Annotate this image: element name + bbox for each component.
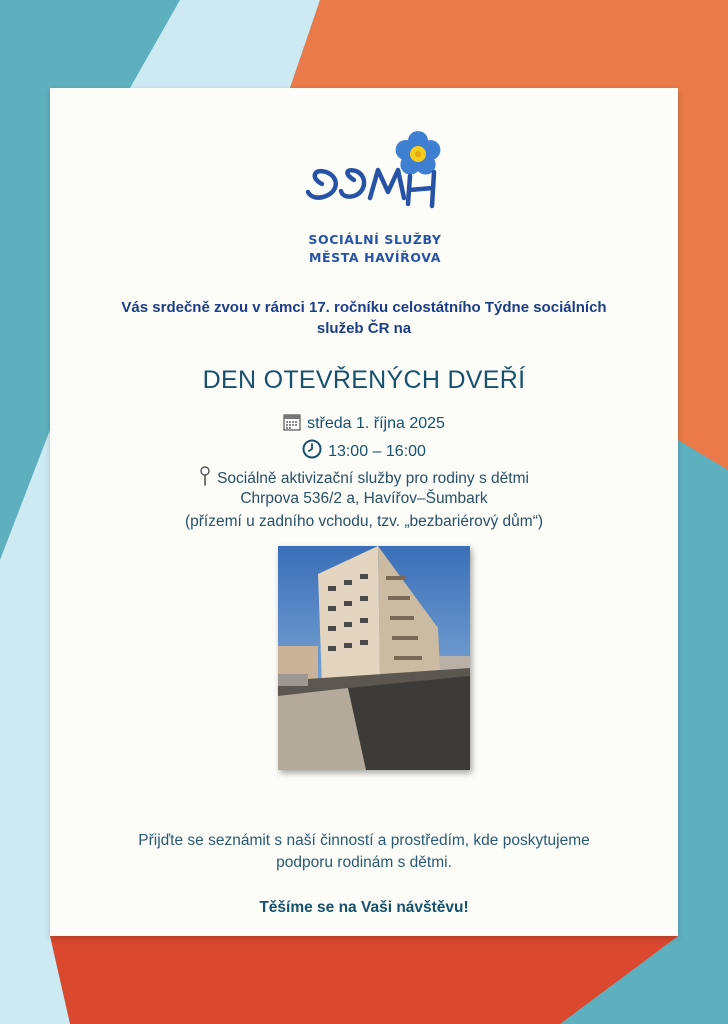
logo-text-line2: MĚSTA HAVÍŘOVA bbox=[309, 250, 441, 265]
logo-text-line1: SOCIÁLNÍ SLUŽBY bbox=[308, 232, 442, 247]
clock-icon bbox=[302, 439, 322, 466]
event-place-text: Sociálně aktivizační služby pro rodiny s dětmi bbox=[217, 470, 529, 487]
outro-line-1: Přijďte se seznámit s naší činností a prostředím, kde poskytujeme bbox=[138, 832, 590, 849]
outro-line-2: podporu rodinám s dětmi. bbox=[276, 854, 452, 871]
building-photo bbox=[278, 546, 470, 770]
event-time bbox=[50, 439, 678, 466]
event-date bbox=[50, 413, 678, 438]
ssmh-logo bbox=[300, 106, 450, 265]
event-date-text: středa 1. října 2025 bbox=[307, 415, 445, 432]
event-time-text: 13:00 – 16:00 bbox=[328, 443, 426, 460]
invite-line-2: služeb ČR na bbox=[316, 320, 412, 337]
invite-line-1: Vás srdečně zvou v rámci 17. ročníku celostátního Týdne sociálních bbox=[121, 299, 607, 316]
calendar-icon bbox=[283, 413, 301, 438]
closing-text: Těšíme se na Vaši návštěvu! bbox=[259, 899, 469, 916]
page-title: DEN OTEVŘENÝCH DVEŘÍ bbox=[202, 366, 526, 394]
flower-icon bbox=[396, 131, 441, 175]
event-entrance-note: (přízemí u zadního vchodu, tzv. „bezbariérový dům“) bbox=[184, 513, 544, 530]
invitation-card bbox=[50, 88, 678, 936]
event-address: Chrpova 536/2 a, Havířov–Šumbark bbox=[240, 490, 488, 507]
